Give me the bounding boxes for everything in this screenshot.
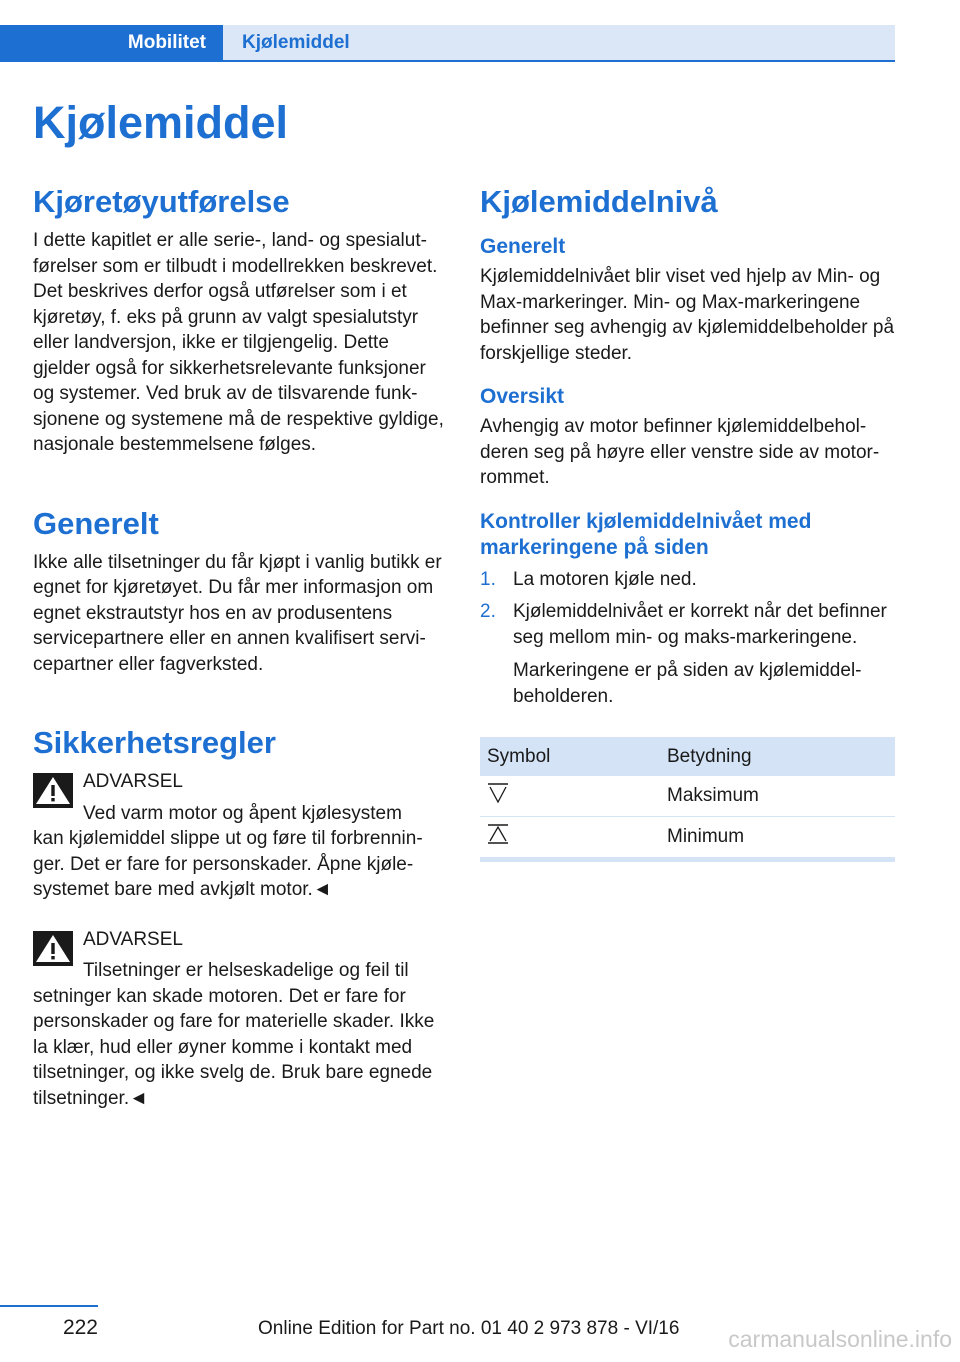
header-tab-current-label: Kjølemiddel — [242, 32, 350, 53]
warning-triangle-icon — [33, 931, 73, 966]
table-cell-meaning: Maksimum — [660, 776, 895, 817]
header-divider — [0, 60, 895, 62]
step-number: 1. — [480, 568, 496, 590]
section-title-general: Generelt — [33, 505, 159, 541]
list-item — [480, 567, 895, 593]
steps-list — [480, 567, 895, 651]
step-text: La motoren kjøle ned. — [513, 568, 697, 590]
header-tab-mobilitet-label: Mobilitet — [127, 32, 206, 53]
table-cell-meaning: Minimum — [660, 817, 895, 860]
step-text: Kjølemiddelnivået er korrekt når det befinner seg mellom min- og maks-markeringene. — [513, 601, 887, 648]
section-title-coolant-level: Kjølemiddelnivå — [480, 184, 718, 219]
warning-text-1: kan kjølemiddel slippe ut og føre til forbrenninger. Det er fare for personskader. Åpne kjølesystemet bare med avkjølt motor.◄ — [33, 828, 423, 900]
subsection-title-overview: Oversikt — [480, 385, 565, 408]
warning-text-2: setninger kan skade motoren. Det er fare for personskader og fare for materielle skader. Ikke la klær, hud eller øyner komme i kontakt med tilsetninger, og ikke svelg de. Bruk bare egnede tilsetninger.◄ — [33, 985, 435, 1109]
right-column — [480, 182, 895, 862]
step-number: 2. — [480, 601, 496, 622]
chapter-title: Kjølemiddel — [33, 97, 289, 148]
header-tab-mobilitet[interactable] — [0, 25, 223, 61]
section-text-vehicle-version: I dette kapitlet er alle serie-, land- og spesialutførelser som er tilbudt i modellrekken beskrevet. Det beskrives derfor også utførelser som i et kjøretøy, f. eks på grunn av valgt spesialutstyr eller landversjon, ikke er tilgjengelig. Dette gjelder også for sikkerhetsrelevante funksjoner og systemer. Ved bruk av de tilsvarende funksjonene og systemene må de respektive gyldige, nasjonale bestemmelsene følges. — [33, 230, 444, 455]
warning-text-1-line1: Ved varm motor og åpent kjølesystem — [83, 802, 402, 824]
left-column — [33, 182, 447, 1111]
subsection-title-general: Generelt — [480, 235, 566, 258]
table-row — [480, 776, 895, 817]
footer-divider — [0, 1305, 98, 1307]
table-cell-symbol — [480, 817, 660, 860]
symbol-table — [480, 737, 895, 862]
table-row — [480, 817, 895, 860]
warning-heading-2: ADVARSEL — [83, 928, 183, 950]
subsection-text-overview: Avhengig av motor befinner kjølemiddelbeholderen seg på høyre eller venstre side av motorrommet. — [480, 416, 880, 488]
edition-text: Online Edition for Part no. 01 40 2 973 878 - VI/16 — [258, 1318, 680, 1339]
table-header-meaning: Betydning — [660, 737, 895, 776]
warning-triangle-icon — [33, 773, 73, 808]
list-item — [480, 599, 895, 650]
table-header-symbol: Symbol — [480, 737, 660, 776]
step-note: Markeringene er på siden av kjølemiddelbeholderen. — [513, 660, 862, 707]
max-mark-icon — [487, 782, 509, 804]
section-text-general: Ikke alle tilsetninger du får kjøpt i vanlig butikk er egnet for kjøretøyet. Du får mer informasjon om egnet ekstrautstyr hos en av produsentens servicepartnere eller en annen kvalifisert servicepartner eller fagverksted. — [33, 551, 442, 675]
section-title-safety: Sikkerhetsregler — [33, 725, 276, 760]
subsection-title-check: Kontroller kjølemiddelnivået med markeringene på siden — [480, 509, 812, 559]
warning-box-1 — [33, 769, 447, 903]
min-mark-icon — [487, 823, 509, 845]
watermark: carmanualsonline.info — [728, 1326, 952, 1352]
page-number: 222 — [62, 1316, 98, 1339]
warning-text-2-line1: Tilsetninger er helseskadelige og feil til — [83, 960, 409, 981]
table-cell-symbol — [480, 776, 660, 817]
subsection-text-general: Kjølemiddelnivået blir viset ved hjelp av Min- og Max-markeringer. Min- og Max-markeringene befinner seg avhengig av kjølemiddelbeholder på forskjellige steder. — [480, 266, 895, 364]
section-title-vehicle-version: Kjøretøyutførelse — [33, 184, 290, 219]
table-header-row — [480, 737, 895, 776]
warning-box-2 — [33, 927, 447, 1112]
warning-heading-1: ADVARSEL — [83, 771, 183, 792]
header-tab-current[interactable] — [223, 25, 895, 61]
